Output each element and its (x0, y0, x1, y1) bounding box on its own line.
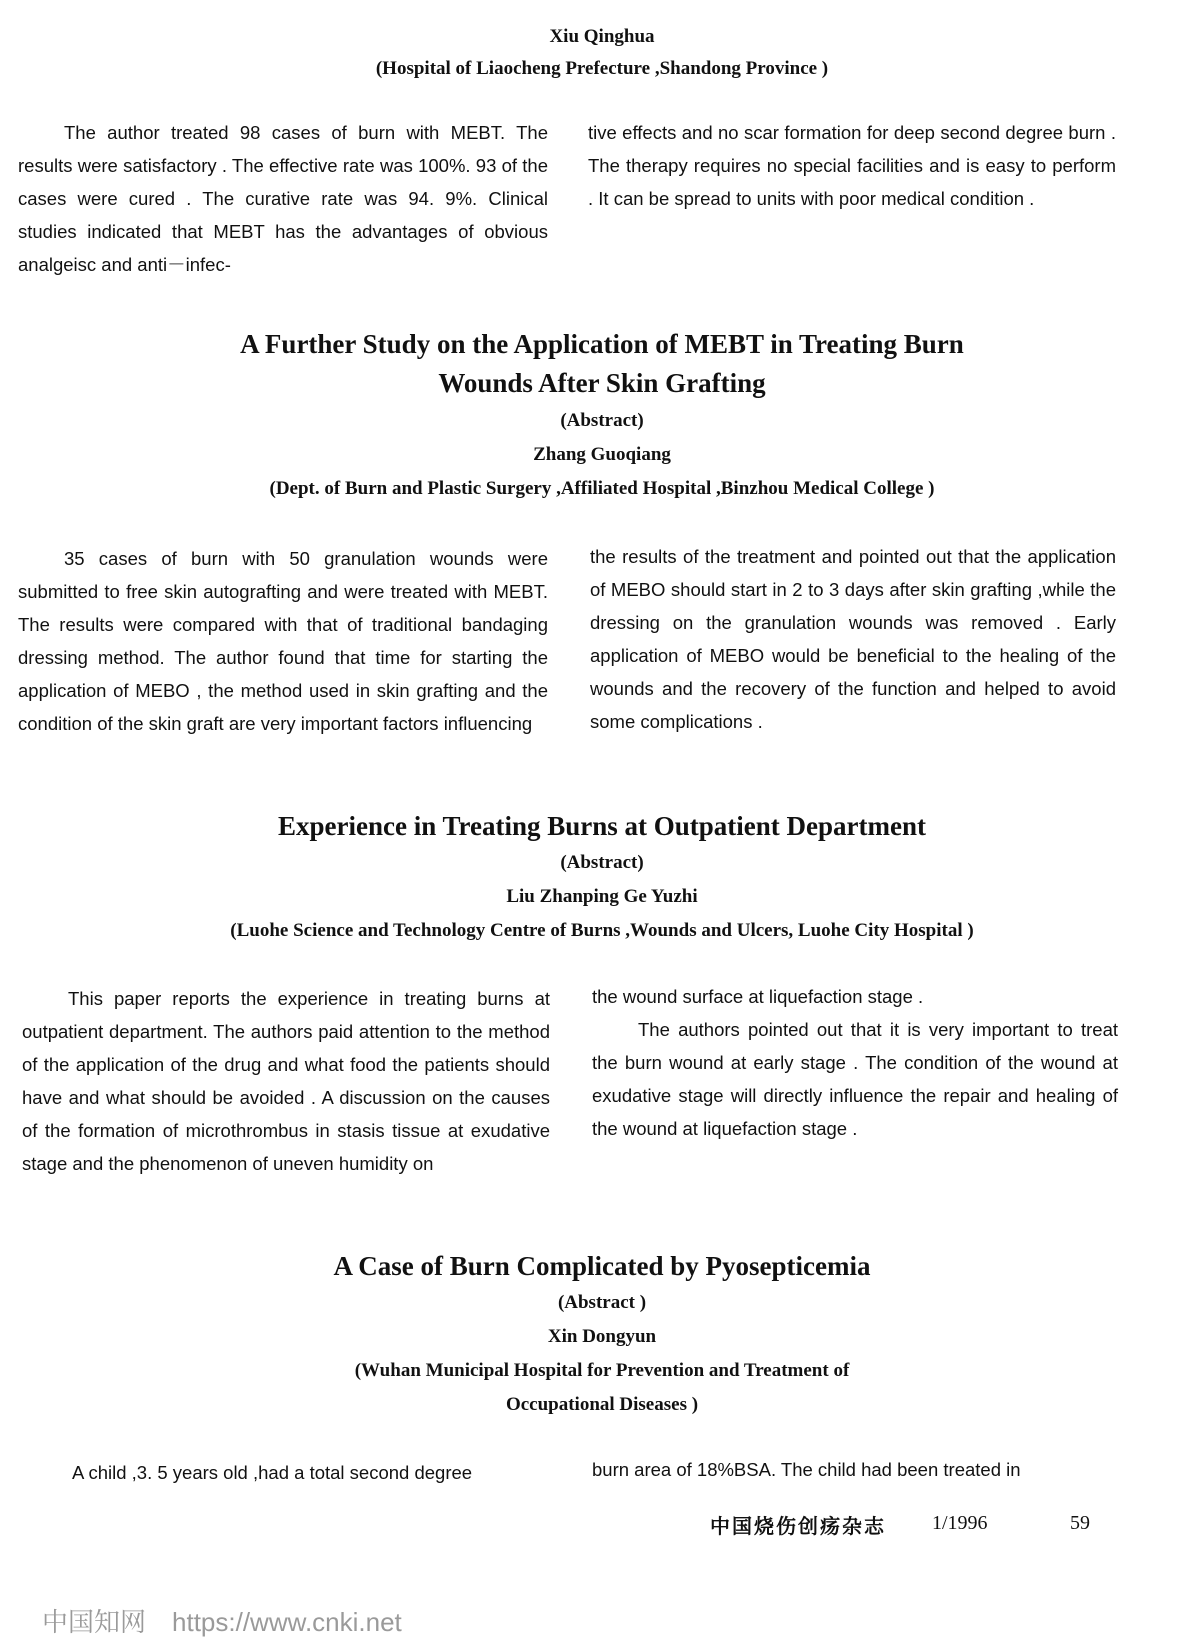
top-col-left-text: The author treated 98 cases of burn with MEBT. The results were satisfactory . The effective rate was 100%. 93 of the cases were cured . The curative rate was 94. 9%. Clinical studies indicated that MEBT has the advantages of obvious analgeisc and anti－infec- (18, 122, 548, 275)
watermark-url: https://www.cnki.net (172, 1607, 402, 1637)
footer-page-number: 59 (1070, 1512, 1090, 1534)
article4-affiliation-line2: Occupational Diseases ) (505, 1394, 699, 1415)
article3-col-right-p1: the wound surface at liquefaction stage . (592, 986, 924, 1007)
top-col-right (588, 116, 1116, 215)
article2-title-line1: A Further Study on the Application of MEBT in Treating Burn (240, 329, 964, 359)
article3-title: Experience in Treating Burns at Outpatient Department (278, 811, 926, 841)
article4-affiliation-line1: (Wuhan Municipal Hospital for Prevention and Treatment of (354, 1360, 850, 1381)
article3-col-right-p2: The authors pointed out that it is very important to treat the burn wound at early stage . The condition of the wound at exudative stage will directly influence the repair and healing of the wound at liquefaction stage . (592, 1019, 1118, 1139)
footer-issue: 1/1996 (932, 1512, 988, 1534)
top-col-left (18, 116, 548, 281)
article4-author: Xin Dongyun (547, 1326, 657, 1347)
article2-abstract-label: (Abstract) (560, 410, 644, 431)
top-col-right-text: tive effects and no scar formation for deep second degree burn . The therapy requires no special facilities and is easy to perform . It can be spread to units with poor medical condition . (588, 122, 1116, 209)
article3-col-left (22, 982, 550, 1180)
cnki-watermark (42, 1602, 402, 1639)
article3-abstract-label: (Abstract) (560, 852, 644, 873)
article2-author: Zhang Guoqiang (533, 444, 671, 465)
article4-col-left-text: A child ,3. 5 years old ,had a total second degree (72, 1462, 473, 1483)
article3-affiliation: (Luohe Science and Technology Centre of Burns ,Wounds and Ulcers, Luohe City Hospital ) (230, 920, 974, 941)
article4-col-right (592, 1453, 1118, 1486)
article2-col-right-text: the results of the treatment and pointed out that the application of MEBO should start in 2 to 3 days after skin grafting ,while the dressing on the granulation wounds was removed . Early application of MEBO would be beneficial to the healing of the wounds and the recovery of the function and helped to avoid some complications . (590, 546, 1116, 732)
article4-col-left (26, 1456, 552, 1489)
article4-abstract-label: (Abstract ) (557, 1292, 647, 1313)
article2-col-left (18, 542, 548, 740)
article4-title: A Case of Burn Complicated by Pyosepticemia (333, 1251, 871, 1281)
article2-affiliation: (Dept. of Burn and Plastic Surgery ,Affiliated Hospital ,Binzhou Medical College ) (269, 478, 935, 499)
article3-author: Liu Zhanping Ge Yuzhi (506, 886, 698, 907)
top-affiliation: (Hospital of Liaocheng Prefecture ,Shandong Province ) (375, 58, 829, 79)
top-author: Xiu Qinghua (549, 26, 655, 47)
article2-col-left-text: 35 cases of burn with 50 granulation wounds were submitted to free skin autografting and were treated with MEBT. The results were compared with that of traditional bandaging dressing method. The author found that time for starting the application of MEBO , the method used in skin grafting and the condition of the skin graft are very important factors influencing (18, 548, 548, 734)
article4-col-right-text: burn area of 18%BSA. The child had been treated in (592, 1459, 1021, 1480)
article3-col-left-text: This paper reports the experience in treating burns at outpatient department. The authors paid attention to the method of the application of the drug and what food the patients should have and what should be avoided . A discussion on the causes of the formation of microthrombus in stasis tissue at exudative stage and the phenomenon of uneven humidity on (22, 988, 550, 1174)
watermark-cn-text: 中国知网 (42, 1607, 147, 1637)
article2-col-right (590, 540, 1116, 738)
article2-title-line2: Wounds After Skin Grafting (438, 368, 766, 398)
footer-journal-name: 中国烧伤创疡杂志 (710, 1516, 886, 1538)
article3-col-right (592, 980, 1118, 1145)
